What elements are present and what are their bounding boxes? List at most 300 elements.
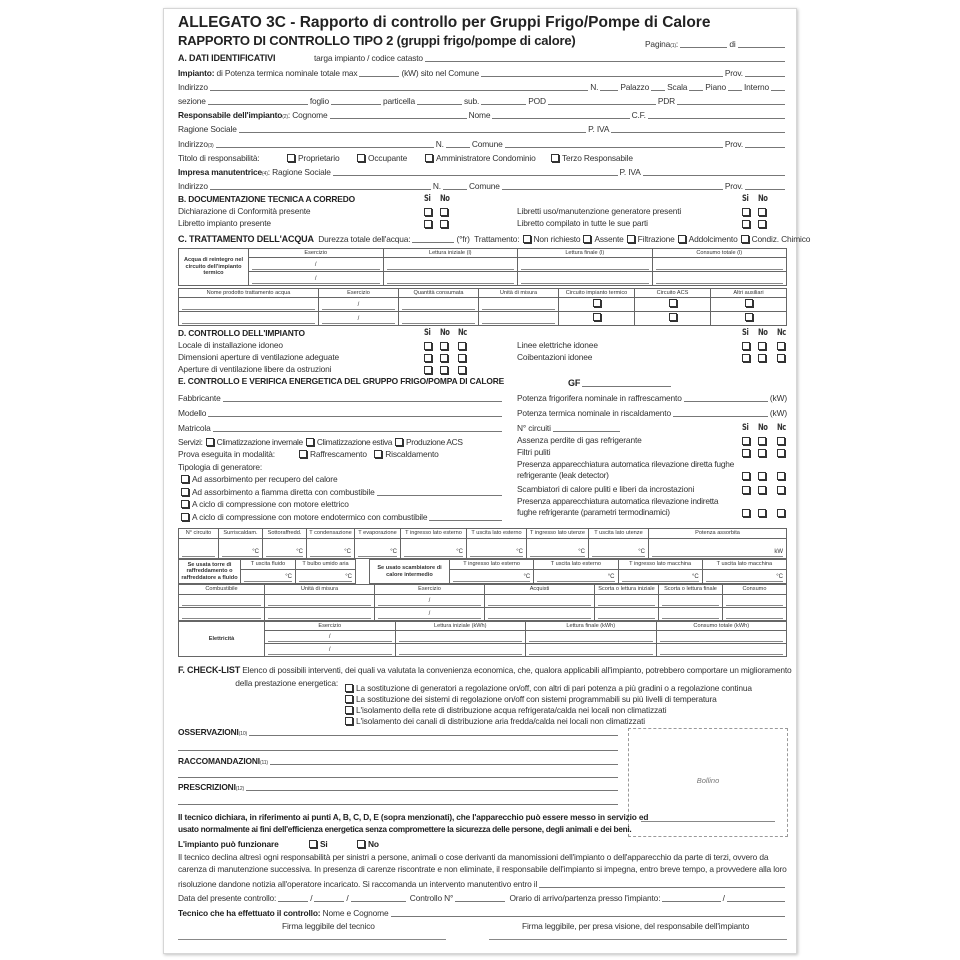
unit-label: °C — [453, 573, 530, 582]
input-cell[interactable] — [296, 570, 356, 584]
bollino-label: Bollino — [696, 776, 720, 785]
responsabile-row — [178, 108, 787, 120]
checkbox[interactable] — [758, 449, 766, 457]
unit-label: °C — [358, 548, 397, 557]
option-condiz-chimico: Condiz. Chimico — [751, 234, 811, 244]
checkbox[interactable] — [299, 450, 307, 458]
checkbox[interactable] — [458, 354, 466, 362]
input-cell[interactable] — [652, 258, 787, 272]
nc-header: Nc — [777, 328, 786, 338]
durezza-label: Durezza totale dell'acqua: — [318, 234, 411, 244]
nome-label: Nome — [468, 110, 491, 120]
month-field[interactable] — [314, 893, 344, 902]
form-subtitle: RAPPORTO DI CONTROLLO TIPO 2 (gruppi frigo/pompe di calore) — [178, 33, 576, 48]
header-cell — [723, 585, 787, 595]
piva-field[interactable] — [643, 167, 785, 176]
energy-check-label: Filtri puliti — [517, 447, 551, 457]
pagina-label: Pagina — [645, 39, 671, 49]
checkbox[interactable] — [345, 695, 353, 703]
total-pages-field[interactable] — [738, 39, 785, 48]
separator: / — [357, 316, 360, 322]
checkbox[interactable] — [440, 342, 448, 350]
n-field[interactable] — [600, 82, 618, 91]
checkbox-cell[interactable] — [559, 298, 635, 312]
column-header: Acquisti — [529, 586, 550, 593]
input-cell[interactable] — [527, 539, 589, 559]
particella-label: particella — [382, 96, 415, 106]
checkbox[interactable] — [742, 509, 750, 517]
input-cell[interactable] — [265, 608, 375, 621]
raccomandazioni-field[interactable] — [270, 756, 618, 765]
fabbricante-field[interactable] — [223, 393, 502, 402]
pot-term-label: Potenza termica nominale in riscaldamento — [517, 408, 671, 418]
header-cell — [479, 289, 559, 298]
header-cell — [179, 289, 319, 298]
raccomandazioni-row-2 — [178, 767, 620, 779]
checkbox[interactable] — [424, 366, 432, 374]
firma-tecnico-line[interactable] — [178, 939, 446, 940]
table-row — [179, 272, 787, 286]
generator-label: A ciclo di compressione con motore endotermico con combustibile — [192, 512, 428, 522]
column-header: Consumo totale (kWh) — [693, 622, 750, 629]
tecnico-name-field[interactable] — [391, 908, 786, 917]
checkbox[interactable] — [593, 313, 601, 321]
input-cell[interactable] — [479, 312, 559, 326]
funziona-label: L'impianto può funzionare — [178, 839, 279, 849]
electricity-table — [178, 621, 787, 657]
prov-field[interactable] — [745, 139, 785, 148]
input-cell[interactable] — [265, 595, 375, 608]
comune-field[interactable] — [502, 181, 723, 190]
checkbox[interactable] — [440, 208, 448, 216]
header-cell — [467, 529, 527, 539]
input-cell[interactable] — [249, 272, 384, 286]
pdr-field[interactable] — [677, 96, 785, 105]
section-a-row — [178, 51, 787, 63]
controllo-label: Controllo N° — [409, 893, 454, 903]
matricola-label: Matricola — [178, 423, 211, 433]
separator: / — [428, 598, 431, 604]
sub-field[interactable] — [481, 96, 526, 105]
checkbox[interactable] — [523, 235, 531, 243]
modello-field[interactable] — [208, 408, 502, 417]
header-cell — [399, 289, 479, 298]
osservazioni-row-2 — [178, 740, 620, 752]
pot-frigo-field[interactable] — [684, 393, 768, 402]
foglio-field[interactable] — [331, 96, 381, 105]
checkbox[interactable] — [345, 717, 353, 725]
input-cell[interactable] — [355, 539, 401, 559]
input-cell[interactable] — [399, 298, 479, 312]
checkbox[interactable] — [424, 220, 432, 228]
check-item-label: Dimensioni aperture di ventilazione adeguate — [178, 352, 340, 362]
header-cell — [179, 529, 219, 539]
checkbox[interactable] — [742, 208, 750, 216]
checkbox-si[interactable] — [309, 840, 317, 848]
checkbox[interactable] — [424, 208, 432, 216]
pod-field[interactable] — [548, 96, 656, 105]
input-cell[interactable] — [307, 539, 355, 559]
checkbox[interactable] — [758, 472, 766, 480]
table-row — [179, 631, 787, 644]
table-header-row — [179, 529, 787, 539]
footnote: (3) — [207, 143, 214, 149]
kw-label: (kW) — [401, 68, 419, 78]
input-cell[interactable] — [526, 644, 657, 657]
input-cell[interactable] — [179, 595, 265, 608]
titolo-label: Titolo di responsabilità: — [178, 153, 260, 163]
checkbox[interactable] — [758, 509, 766, 517]
doc-item-label: Libretto compilato in tutte le sue parti — [517, 218, 648, 228]
indirizzo-field[interactable] — [210, 181, 431, 190]
checkbox-cell[interactable] — [711, 298, 787, 312]
water-reintegration-table — [178, 248, 787, 286]
checkbox[interactable] — [458, 342, 466, 350]
energy-check-label: Scambiatori di calore puliti e liberi da incrostazioni — [517, 484, 695, 494]
row-label: Se usata torre di raffreddamento o raffreddatore a fluido — [181, 561, 238, 581]
prov-field[interactable] — [745, 68, 785, 77]
checkbox[interactable] — [395, 438, 403, 446]
column-header: Esercizio — [304, 249, 328, 256]
palazzo-field[interactable] — [651, 82, 665, 91]
checkbox[interactable] — [758, 486, 766, 494]
header-cell — [450, 560, 534, 570]
input-cell[interactable] — [479, 298, 559, 312]
input-cell[interactable] — [656, 631, 787, 644]
input-cell[interactable] — [375, 608, 485, 621]
input-cell[interactable] — [265, 631, 396, 644]
input-cell[interactable] — [319, 298, 399, 312]
separator: / — [314, 276, 317, 282]
section-e-tables — [178, 528, 787, 657]
colon: : — [675, 39, 679, 49]
checkbox-no[interactable] — [357, 840, 365, 848]
header-cell — [649, 529, 787, 539]
n-field[interactable] — [443, 181, 467, 190]
separator: / — [310, 893, 313, 903]
checkbox-cell[interactable] — [635, 298, 711, 312]
header-cell — [702, 560, 786, 570]
generator-type-option — [178, 485, 504, 497]
input-cell[interactable] — [319, 312, 399, 326]
prescrizioni-field[interactable] — [246, 782, 618, 791]
prova-row — [178, 447, 512, 459]
checkbox[interactable] — [758, 342, 766, 350]
column-header: Unità di misura — [300, 586, 339, 593]
checkbox[interactable] — [777, 509, 785, 517]
unit-label: °C — [244, 573, 292, 582]
checkbox[interactable] — [181, 488, 189, 496]
header-cell — [375, 585, 485, 595]
checkbox[interactable] — [440, 354, 448, 362]
intervento-date-field[interactable] — [539, 879, 785, 888]
matricola-field[interactable] — [213, 423, 502, 432]
input-cell[interactable] — [649, 539, 787, 559]
prov-label: Prov. — [724, 181, 743, 191]
interno-label: Interno — [743, 82, 769, 92]
input-cell[interactable] — [399, 312, 479, 326]
input-cell[interactable] — [179, 298, 319, 312]
header-cell — [618, 560, 702, 570]
column-header: Sottoraffredd. — [267, 530, 302, 537]
water-treatment-table — [178, 288, 787, 326]
sub-label: sub. — [463, 96, 480, 106]
table-row — [179, 312, 787, 326]
input-cell[interactable] — [467, 539, 527, 559]
checkbox-cell[interactable] — [559, 312, 635, 326]
checkbox[interactable] — [424, 342, 432, 350]
gf-field[interactable] — [582, 378, 671, 387]
checkbox[interactable] — [669, 313, 677, 321]
checkbox[interactable] — [424, 354, 432, 362]
checkbox[interactable] — [306, 438, 314, 446]
checkbox[interactable] — [758, 220, 766, 228]
checkbox[interactable] — [425, 154, 433, 162]
checkbox[interactable] — [287, 154, 295, 162]
scala-field[interactable] — [689, 82, 703, 91]
checkbox[interactable] — [758, 354, 766, 362]
checkbox[interactable] — [593, 299, 601, 307]
stamp-line — [641, 821, 775, 822]
header-cell — [534, 560, 618, 570]
nome-field[interactable] — [492, 110, 629, 119]
osservazioni-label: OSSERVAZIONI — [178, 727, 239, 737]
table-row — [179, 608, 787, 621]
input-cell[interactable] — [589, 539, 649, 559]
header-cell — [263, 529, 307, 539]
departure-field[interactable] — [727, 893, 785, 902]
section-c-row — [178, 232, 811, 244]
impresa-ragione-field[interactable] — [333, 167, 618, 176]
checkbox[interactable] — [345, 706, 353, 714]
table-row — [179, 595, 787, 608]
n-circuiti-field[interactable] — [553, 423, 620, 432]
checkbox[interactable] — [357, 154, 365, 162]
prov-field[interactable] — [745, 181, 785, 190]
header-cell — [589, 529, 649, 539]
piva-field[interactable] — [611, 124, 785, 133]
input-cell[interactable] — [618, 570, 702, 584]
separator: / — [346, 893, 349, 903]
input-cell[interactable] — [450, 570, 534, 584]
header-cell — [595, 585, 659, 595]
input-cell[interactable] — [383, 258, 518, 272]
input-cell[interactable] — [518, 258, 653, 272]
raccomandazioni-field-2[interactable] — [178, 769, 618, 778]
input-cell[interactable] — [723, 608, 787, 621]
page-field[interactable] — [680, 39, 727, 48]
interno-field[interactable] — [771, 82, 785, 91]
check-item-label: Linee elettriche idonee — [517, 340, 598, 350]
controllo-field[interactable] — [455, 893, 505, 902]
checklist-item-label: La sostituzione dei sistemi di regolazione on/off con sistemi programmabili su più livelli di temperatura — [356, 694, 717, 704]
prov-label: Prov. — [724, 139, 744, 149]
checkbox-cell[interactable] — [711, 312, 787, 326]
checkbox[interactable] — [742, 486, 750, 494]
pot-term-field[interactable] — [673, 408, 768, 417]
year-field[interactable] — [351, 893, 406, 902]
fabbricante-row — [178, 391, 504, 403]
particella-field[interactable] — [417, 96, 462, 105]
checkbox[interactable] — [742, 437, 750, 445]
checkbox[interactable] — [345, 684, 353, 692]
targa-field[interactable] — [425, 53, 785, 62]
row-label-cell — [370, 560, 450, 584]
n-circuiti-label: N° circuiti — [517, 423, 551, 433]
unit-label: (°fr) — [456, 234, 470, 244]
input-cell[interactable] — [241, 570, 296, 584]
header-cell — [485, 585, 595, 595]
option-acs: Produzione ACS — [406, 437, 463, 447]
unit-label: °C — [622, 573, 699, 582]
checkbox[interactable] — [181, 500, 189, 508]
input-cell[interactable] — [534, 570, 618, 584]
checkbox[interactable] — [742, 449, 750, 457]
si-header: Si — [424, 194, 431, 204]
row-label-cell — [179, 560, 241, 584]
checkbox[interactable] — [741, 235, 749, 243]
checkbox[interactable] — [742, 220, 750, 228]
input-cell[interactable] — [395, 631, 526, 644]
orario-label: Orario di arrivo/partenza presso l'impianto: — [509, 893, 661, 903]
input-cell[interactable] — [263, 539, 307, 559]
input-cell[interactable] — [219, 539, 263, 559]
comune-field[interactable] — [505, 139, 723, 148]
osservazioni-field-2[interactable] — [178, 742, 618, 751]
checkbox[interactable] — [551, 154, 559, 162]
prescrizioni-row — [178, 780, 620, 792]
checkbox[interactable] — [742, 342, 750, 350]
input-cell[interactable] — [179, 539, 219, 559]
checkbox[interactable] — [745, 313, 753, 321]
input-cell[interactable] — [595, 608, 659, 621]
input-cell[interactable] — [656, 644, 787, 657]
column-header: Consumo totale (l) — [696, 249, 743, 256]
checkbox-cell[interactable] — [635, 312, 711, 326]
checkbox[interactable] — [669, 299, 677, 307]
comune-field[interactable] — [481, 68, 723, 77]
responsabile-label: Responsabile dell'impianto — [178, 110, 283, 120]
checkbox[interactable] — [458, 366, 466, 374]
section-c-title: C. TRATTAMENTO DELL'ACQUA — [178, 234, 314, 244]
si-header: Si — [742, 423, 749, 433]
indirizzo-field[interactable] — [216, 139, 434, 148]
checkbox[interactable] — [742, 472, 750, 480]
column-header: Nome prodotto trattamento acqua — [206, 289, 291, 296]
header-cell — [265, 622, 396, 631]
input-cell[interactable] — [265, 644, 396, 657]
input-cell[interactable] — [383, 272, 518, 286]
checkbox[interactable] — [440, 220, 448, 228]
checkbox[interactable] — [777, 486, 785, 494]
input-cell[interactable] — [249, 258, 384, 272]
checkbox[interactable] — [583, 235, 591, 243]
input-cell[interactable] — [395, 644, 526, 657]
column-header: Quantità consumata — [413, 289, 464, 296]
ragione-field[interactable] — [239, 124, 586, 133]
sezione-field[interactable] — [208, 96, 308, 105]
input-cell[interactable] — [702, 570, 786, 584]
section-b-title: B. DOCUMENTAZIONE TECNICA A CORREDO — [178, 194, 355, 204]
input-cell[interactable] — [659, 608, 723, 621]
column-header: T uscita lato esterno — [471, 530, 522, 537]
input-cell[interactable] — [375, 595, 485, 608]
cf-field[interactable] — [648, 110, 785, 119]
disclaimer-line-2: carenza di manutenzione successiva. In presenza di carenze riscontrate e non eliminate, il responsabile dell'impianto si impegna, entro breve tempo, a provvedere alla loro — [178, 864, 787, 874]
table-row — [179, 258, 787, 272]
arrival-field[interactable] — [662, 893, 720, 902]
input-cell[interactable] — [179, 312, 319, 326]
checkbox[interactable] — [745, 299, 753, 307]
column-header: T evaporazione — [358, 530, 397, 537]
osservazioni-field[interactable] — [249, 727, 618, 736]
checkbox[interactable] — [374, 450, 382, 458]
checkbox[interactable] — [181, 513, 189, 521]
piano-field[interactable] — [728, 82, 742, 91]
input-cell[interactable] — [526, 631, 657, 644]
osservazioni-row — [178, 725, 620, 737]
checkbox[interactable] — [777, 342, 785, 350]
potenza-field[interactable] — [359, 68, 399, 77]
input-cell[interactable] — [179, 608, 265, 621]
checkbox[interactable] — [181, 475, 189, 483]
disclaimer-line-1: Il tecnico declina altresì ogni responsabilità per sinistri a persone, animali o cose derivanti da manomissioni dell'impianto o dell'apparecchio da parte di terzi, ovvero da — [178, 852, 769, 862]
durezza-field[interactable] — [412, 234, 454, 243]
checkbox[interactable] — [758, 208, 766, 216]
n-field[interactable] — [446, 139, 470, 148]
column-header: T ingresso lato esterno — [405, 530, 462, 537]
unit-label: °C — [537, 573, 614, 582]
input-cell[interactable] — [723, 595, 787, 608]
combustibile-field[interactable] — [429, 512, 502, 521]
checkbox[interactable] — [777, 472, 785, 480]
cognome-field[interactable] — [330, 110, 467, 119]
checkbox[interactable] — [627, 235, 635, 243]
indirizzo-field[interactable] — [210, 82, 588, 91]
prescrizioni-field-2[interactable] — [178, 796, 618, 805]
input-cell[interactable] — [652, 272, 787, 286]
option-assente: Assente — [594, 234, 624, 244]
impresa-indirizzo-row — [178, 179, 787, 191]
input-cell[interactable] — [518, 272, 653, 286]
option-occupante: Occupante — [368, 153, 408, 163]
checkbox[interactable] — [440, 366, 448, 374]
checkbox[interactable] — [777, 354, 785, 362]
checkbox[interactable] — [206, 438, 214, 446]
input-cell[interactable] — [485, 608, 595, 621]
input-cell[interactable] — [401, 539, 467, 559]
checkbox[interactable] — [777, 437, 785, 445]
prescrizioni-row-2 — [178, 794, 620, 806]
checklist-intro-2: della prestazione energetica: — [235, 678, 338, 688]
firma-responsabile-line[interactable] — [489, 939, 787, 940]
check-item-label: Coibentazioni idonee — [517, 352, 593, 362]
checkbox[interactable] — [777, 449, 785, 457]
potenza-frigo-row — [517, 391, 787, 403]
checkbox[interactable] — [758, 437, 766, 445]
column-header: Lettura finale (kWh) — [566, 622, 616, 629]
checkbox[interactable] — [742, 354, 750, 362]
combustibile-field[interactable] — [377, 487, 502, 496]
input-cell[interactable] — [595, 595, 659, 608]
header-cell — [296, 560, 356, 570]
day-field[interactable] — [278, 893, 308, 902]
checkbox[interactable] — [678, 235, 686, 243]
input-cell[interactable] — [659, 595, 723, 608]
column-header: T ingresso lato esterno — [463, 561, 521, 568]
modello-label: Modello — [178, 408, 207, 418]
input-cell[interactable] — [485, 595, 595, 608]
